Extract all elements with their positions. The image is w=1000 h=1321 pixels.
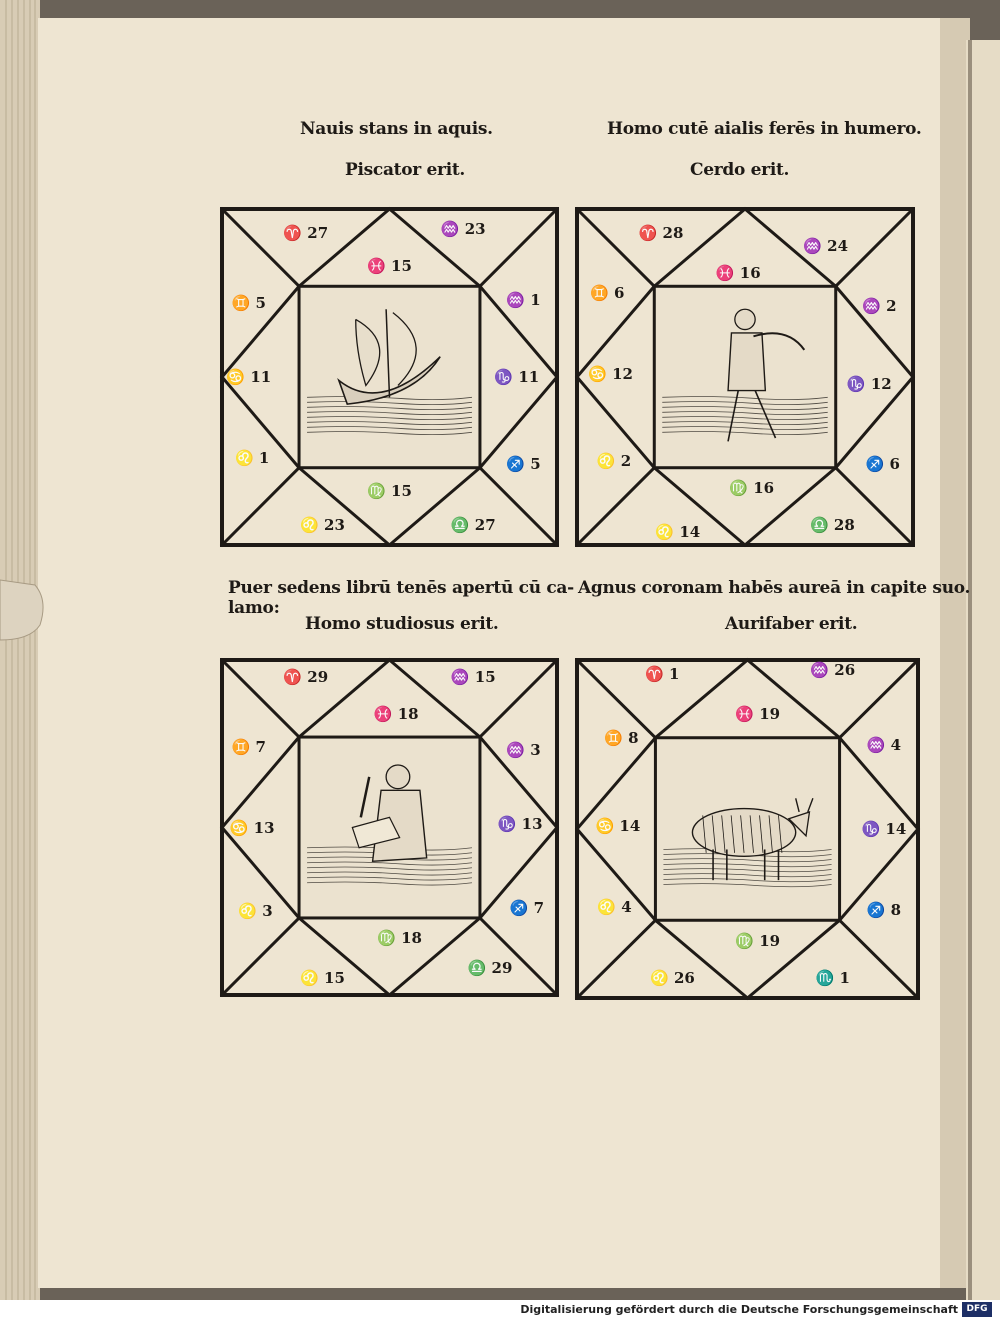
house-label <box>862 297 896 315</box>
house-label <box>597 898 631 916</box>
zodiac-sign: ♑ <box>494 368 514 386</box>
zodiac-sign: ♌ <box>650 968 669 987</box>
zodiac-sign: ♎ <box>809 515 829 534</box>
house-degree: 14 <box>885 820 907 838</box>
house-label <box>867 901 901 919</box>
house-label <box>232 294 266 312</box>
house-label <box>235 449 269 467</box>
house-label <box>590 284 624 302</box>
house-degree: 7 <box>533 898 545 917</box>
zodiac-sign: ♌ <box>238 902 258 921</box>
house-label <box>441 220 486 238</box>
zodiac-sign: ♍ <box>729 478 749 497</box>
zodiac-sign: ♋ <box>226 368 246 386</box>
house-degree: 3 <box>530 741 541 760</box>
footer-credit: Digitalisierung gefördert durch die Deutsche Forschungsgemeinschaft <box>520 1303 958 1316</box>
zodiac-sign: ♊ <box>604 728 623 747</box>
zodiac-sign: ♐ <box>865 455 885 474</box>
house-degree: 6 <box>889 455 900 474</box>
house-label <box>451 516 496 534</box>
zodiac-sign: ♒ <box>450 667 470 686</box>
bottom-left-motto-2: lamo: <box>228 598 280 618</box>
house-degree: 4 <box>890 735 902 754</box>
house-degree: 12 <box>870 374 892 393</box>
house-label <box>867 736 901 754</box>
house-degree: 1 <box>258 448 270 467</box>
house-label <box>374 705 419 723</box>
house-label <box>735 932 780 950</box>
house-label <box>506 291 540 309</box>
house-label <box>729 479 774 497</box>
house-degree: 14 <box>619 816 641 835</box>
house-label <box>604 729 638 747</box>
house-degree: 1 <box>668 664 680 683</box>
dfg-logo: DFG <box>962 1302 992 1317</box>
zodiac-sign: ♊ <box>231 738 251 757</box>
zodiac-sign: ♒ <box>440 220 460 239</box>
zodiac-sign: ♈ <box>283 223 303 242</box>
house-degree: 8 <box>628 728 639 747</box>
house-degree: 24 <box>827 236 849 255</box>
house-label <box>468 959 513 977</box>
house-degree: 12 <box>612 364 633 383</box>
zodiac-sign: ♍ <box>377 929 396 948</box>
zodiac-sign: ♈ <box>645 664 664 683</box>
house-degree: 27 <box>474 515 496 534</box>
house-degree: 15 <box>391 482 412 501</box>
house-degree: 13 <box>253 818 275 837</box>
house-label <box>597 452 631 470</box>
house-degree: 1 <box>530 290 541 309</box>
zodiac-sign: ♐ <box>509 898 529 917</box>
bottom-left-motto-1: Puer sedens librū tenēs apertū cū ca- <box>228 578 574 598</box>
zodiac-sign: ♒ <box>506 290 526 309</box>
zodiac-sign: ♍ <box>735 931 755 950</box>
house-label <box>226 368 271 386</box>
zodiac-sign: ♑ <box>861 820 881 838</box>
zodiac-sign: ♑ <box>846 374 866 393</box>
zodiac-sign: ♒ <box>862 297 881 316</box>
house-label <box>866 455 900 473</box>
house-degree: 26 <box>834 661 856 680</box>
house-label <box>735 705 780 723</box>
house-degree: 29 <box>307 667 329 686</box>
house-degree: 11 <box>518 368 540 386</box>
house-label <box>498 815 543 833</box>
house-degree: 27 <box>307 223 329 242</box>
bottom-right-verdict: Aurifaber erit. <box>725 614 858 634</box>
zodiac-sign: ♒ <box>803 236 822 255</box>
house-degree: 14 <box>679 522 701 541</box>
house-degree: 6 <box>613 284 625 302</box>
zodiac-sign: ♓ <box>735 705 755 724</box>
house-label <box>645 665 679 683</box>
house-label <box>506 455 540 473</box>
house-degree: 23 <box>324 515 345 534</box>
top-left-motto: Nauis stans in aquis. <box>300 119 493 139</box>
house-degree: 8 <box>890 901 902 920</box>
house-label <box>810 516 855 534</box>
house-label <box>639 224 684 242</box>
zodiac-sign: ♋ <box>588 364 607 383</box>
zodiac-sign: ♌ <box>597 897 617 916</box>
zodiac-sign: ♐ <box>506 455 526 474</box>
house-label <box>650 969 695 987</box>
house-degree: 5 <box>530 455 541 474</box>
zodiac-sign: ♏ <box>815 968 835 987</box>
zodiac-sign: ♎ <box>450 515 470 534</box>
house-label <box>847 375 892 393</box>
zodiac-sign: ♌ <box>596 452 616 470</box>
house-degree: 26 <box>673 968 695 987</box>
house-degree: 19 <box>759 931 781 950</box>
top-right-verdict: Cerdo erit. <box>690 160 790 180</box>
house-degree: 28 <box>662 223 684 242</box>
house-degree: 23 <box>464 220 486 239</box>
zodiac-sign: ♋ <box>595 816 615 835</box>
zodiac-sign: ♐ <box>866 901 886 920</box>
house-degree: 13 <box>521 815 543 834</box>
zodiac-sign: ♌ <box>300 515 319 534</box>
zodiac-sign: ♌ <box>234 448 254 467</box>
zodiac-sign: ♓ <box>367 257 386 276</box>
zodiac-sign: ♓ <box>373 704 393 723</box>
zodiac-sign: ♒ <box>810 661 830 680</box>
house-degree: 18 <box>401 929 422 948</box>
house-label <box>367 482 412 500</box>
zodiac-sign: ♈ <box>283 667 303 686</box>
house-degree: 7 <box>255 738 266 757</box>
house-label <box>510 899 544 917</box>
house-label <box>230 819 275 837</box>
house-label <box>377 929 422 947</box>
house-degree: 29 <box>491 959 513 978</box>
house-degree: 28 <box>833 515 855 534</box>
top-right-motto: Homo cutē aialis ferēs in humero. <box>607 119 922 139</box>
house-label <box>861 820 906 838</box>
house-label <box>810 661 855 679</box>
house-label <box>716 264 761 282</box>
zodiac-sign: ♒ <box>866 735 886 754</box>
house-label <box>367 257 412 275</box>
house-label <box>588 365 633 383</box>
chart-center-square <box>299 286 480 467</box>
digitization-footer <box>0 1300 1000 1321</box>
house-label <box>655 523 700 541</box>
house-degree: 15 <box>324 969 345 988</box>
bottom-right-motto: Agnus coronam habēs aureā in capite suo. <box>578 578 971 598</box>
house-degree: 18 <box>397 704 419 723</box>
house-label <box>300 969 345 987</box>
zodiac-sign: ♌ <box>300 969 319 988</box>
bottom-left-verdict: Homo studiosus erit. <box>305 614 499 634</box>
house-degree: 3 <box>262 902 273 921</box>
zodiac-sign: ♎ <box>467 959 487 978</box>
house-label <box>451 668 496 686</box>
house-degree: 2 <box>886 297 897 316</box>
zodiac-sign: ♑ <box>497 815 517 834</box>
zodiac-sign: ♈ <box>638 223 658 242</box>
house-degree: 19 <box>759 705 781 724</box>
zodiac-sign: ♌ <box>655 522 675 541</box>
zodiac-sign: ♓ <box>715 263 735 282</box>
house-degree: 1 <box>839 968 850 987</box>
zodiac-sign: ♋ <box>229 818 249 837</box>
house-label <box>506 741 540 759</box>
house-degree: 16 <box>753 478 775 497</box>
house-degree: 2 <box>620 452 632 470</box>
house-label <box>494 368 539 386</box>
house-degree: 4 <box>621 897 632 916</box>
house-degree: 15 <box>391 257 412 276</box>
house-degree: 16 <box>739 263 761 282</box>
house-label <box>596 817 641 835</box>
zodiac-sign: ♊ <box>231 294 251 313</box>
house-label <box>816 969 850 987</box>
house-label <box>300 516 345 534</box>
house-label <box>238 902 272 920</box>
zodiac-sign: ♊ <box>590 284 609 302</box>
house-label <box>232 738 266 756</box>
zodiac-sign: ♍ <box>367 482 386 501</box>
top-left-verdict: Piscator erit. <box>345 160 466 180</box>
house-degree: 5 <box>255 294 266 313</box>
house-label <box>803 237 848 255</box>
house-label <box>283 224 328 242</box>
house-label <box>283 668 328 686</box>
house-degree: 11 <box>250 368 272 386</box>
house-degree: 15 <box>474 667 496 686</box>
zodiac-sign: ♒ <box>506 741 526 760</box>
